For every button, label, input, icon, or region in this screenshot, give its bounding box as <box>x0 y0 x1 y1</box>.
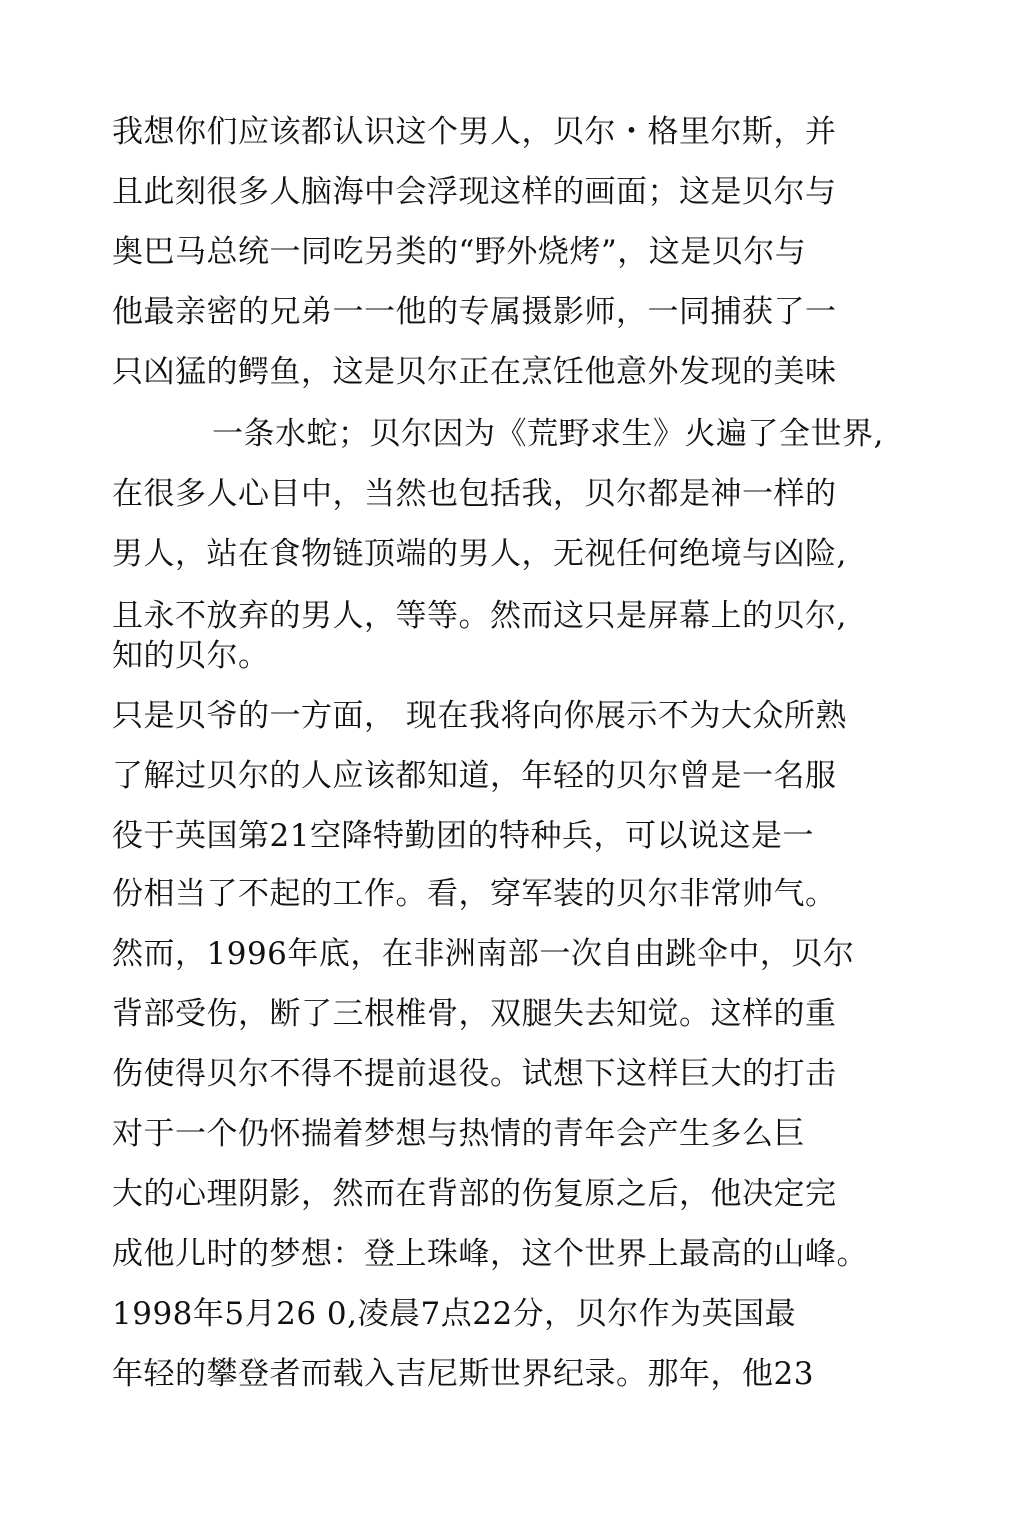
text-line-21: 1998年5月26 0,凌晨7点22分，贝尔作为英国最 <box>112 1296 797 1332</box>
text-line-12: 了解过贝尔的人应该都知道，年轻的贝尔曾是一名服 <box>112 758 837 794</box>
text-line-11: 只是贝爷的一方面， 现在我将向你展示不为大众所熟 <box>112 698 847 734</box>
text-line-3: 奥巴马总统一同吃另类的“野外烧烤”，这是贝尔与 <box>112 234 807 270</box>
text-line-13: 役于英国第21空降特勤团的特种兵，可以说这是一 <box>112 818 814 854</box>
text-line-20: 成他儿时的梦想：登上珠峰，这个世界上最高的山峰。 <box>112 1236 868 1272</box>
text-line-4: 他最亲密的兄弟一一他的专属摄影师，一同捕获了一 <box>112 294 837 330</box>
text-line-9: 且永不放弃的男人，等等。然而这只是屏幕上的贝尔, <box>112 598 847 634</box>
text-line-1: 我想你们应该都认识这个男人，贝尔・格里尔斯，并 <box>112 114 837 150</box>
text-line-22: 年轻的攀登者而载入吉尼斯世界纪录。那年，他23 <box>112 1356 814 1392</box>
text-line-10: 知的贝尔。 <box>112 638 270 674</box>
text-line-14: 份相当了不起的工作。看，穿军装的贝尔非常帅气。 <box>112 876 837 912</box>
text-line-6: 一条水蛇；贝尔因为《荒野求生》火遍了全世界, <box>212 416 884 452</box>
text-line-5: 只凶猛的鳄鱼，这是贝尔正在烹饪他意外发现的美味 <box>112 354 837 390</box>
text-line-7: 在很多人心目中，当然也包括我，贝尔都是神一样的 <box>112 476 837 512</box>
text-line-19: 大的心理阴影，然而在背部的伤复原之后，他决定完 <box>112 1176 837 1212</box>
text-line-15: 然而，1996年底，在非洲南部一次自由跳伞中，贝尔 <box>112 936 855 972</box>
text-line-8: 男人，站在食物链顶端的男人，无视任何绝境与凶险, <box>112 536 847 572</box>
text-line-17: 伤使得贝尔不得不提前退役。试想下这样巨大的打击 <box>112 1056 837 1092</box>
text-line-16: 背部受伤，断了三根椎骨，双腿失去知觉。这样的重 <box>112 996 837 1032</box>
text-line-2: 且此刻很多人脑海中会浮现这样的画面；这是贝尔与 <box>112 174 837 210</box>
text-line-18: 对于一个仍怀揣着梦想与热情的青年会产生多么巨 <box>112 1116 805 1152</box>
